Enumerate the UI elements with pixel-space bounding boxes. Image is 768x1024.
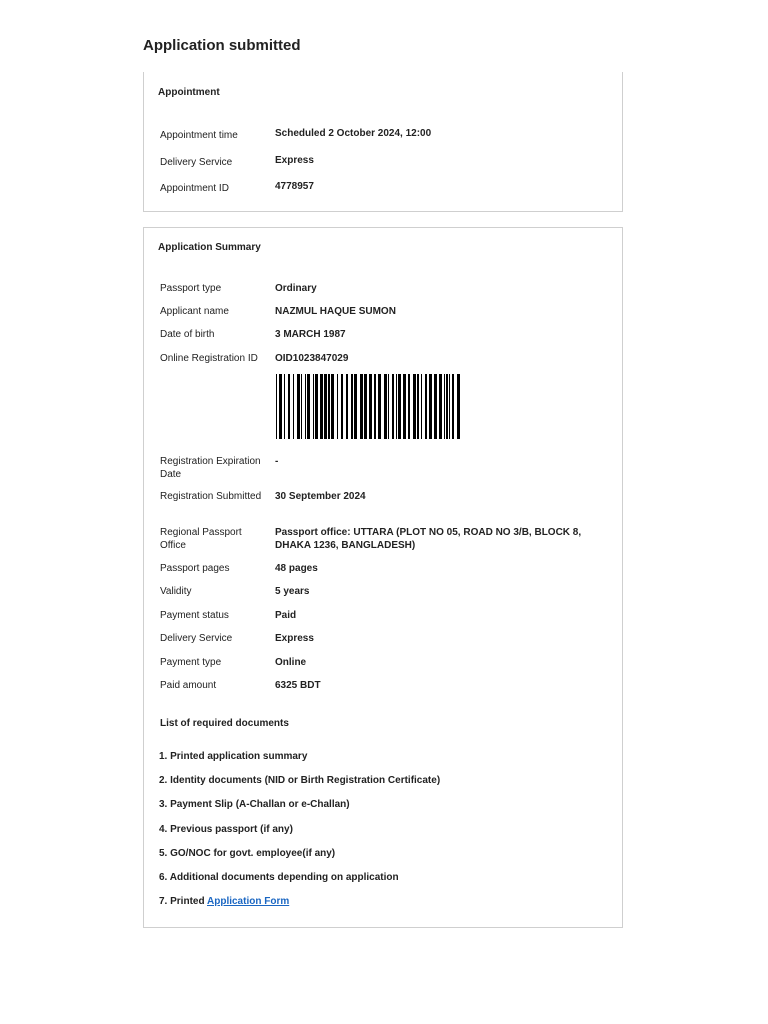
validity-value: 5 years [275, 586, 310, 597]
document-item-application-form [159, 895, 440, 919]
barcode-bar [293, 374, 294, 439]
barcode-bar [369, 374, 372, 439]
barcode-bar [354, 374, 357, 439]
payment-status-label: Payment status [160, 610, 229, 621]
barcode-bar [374, 374, 376, 439]
barcode-bar [331, 374, 334, 439]
passport-pages-label: Passport pages [160, 563, 230, 574]
barcode-bar [388, 374, 389, 439]
registration-expiration-label: Registration Expiration Date [160, 456, 261, 480]
document-item: 6. Additional documents depending on application [159, 871, 399, 883]
barcode-bar [328, 374, 330, 439]
application-form-link[interactable]: Application Form [207, 896, 290, 908]
barcode-bar [341, 374, 343, 439]
registration-submitted-label: Registration Submitted [160, 491, 262, 502]
barcode-bar [378, 374, 381, 439]
barcode-bar [315, 374, 318, 439]
barcode-bar [288, 374, 290, 439]
barcode-bar [279, 374, 282, 439]
barcode-bar [449, 374, 450, 439]
applicant-name-label: Applicant name [160, 306, 229, 317]
barcode-bar [392, 374, 394, 439]
appointment-delivery-value: Express [275, 155, 314, 166]
barcode-bar [364, 374, 367, 439]
delivery-service-value: Express [275, 633, 314, 644]
barcode-bar [408, 374, 410, 439]
summary-heading: Application Summary [158, 242, 261, 253]
payment-status-value: Paid [275, 610, 297, 621]
passport-type-label: Passport type [160, 283, 222, 294]
barcode-bar [324, 374, 327, 439]
registration-id-value: OID1023847029 [275, 353, 349, 364]
barcode-bar [307, 374, 310, 439]
validity-label: Validity [160, 586, 192, 597]
barcode-bar [417, 374, 419, 439]
barcode-bar [398, 374, 401, 439]
paid-amount-value: 6325 BDT [275, 680, 321, 691]
barcode-bar [452, 374, 454, 439]
barcode-bar [351, 374, 353, 439]
regional-passport-office-value: Passport office: UTTARA (PLOT NO 05, ROAD NO 3/B, BLOCK 8, DHAKA 1236, BANGLADESH) [275, 527, 582, 551]
barcode-bar [297, 374, 300, 439]
document-item: 1. Printed application summary [159, 751, 308, 762]
barcode-bar [396, 374, 397, 439]
paid-amount-label: Paid amount [160, 680, 217, 691]
date-of-birth-label: Date of birth [160, 329, 215, 340]
document-item: 4. Previous passport (if any) [159, 823, 293, 835]
barcode-bar [457, 374, 460, 439]
barcode-bar [360, 374, 363, 439]
document-item: 2. Identity documents (NID or Birth Registration Certificate) [159, 775, 441, 787]
barcode-bar [305, 374, 306, 439]
registration-id-label: Online Registration ID [160, 353, 258, 364]
barcode-bar [276, 374, 277, 439]
applicant-name-value: NAZMUL HAQUE SUMON [275, 306, 396, 317]
barcode-bar [301, 374, 302, 439]
regional-passport-office-label: Regional Passport Office [160, 527, 242, 551]
barcode-bar [429, 374, 432, 439]
barcode-bar [337, 374, 338, 439]
appointment-heading: Appointment [158, 87, 220, 98]
page-title: Application submitted [143, 37, 301, 54]
appointment-time-value: Scheduled 2 October 2024, 12:00 [275, 128, 432, 139]
registration-expiration-value: - [275, 456, 279, 467]
barcode-bar [444, 374, 445, 439]
barcode-bar [384, 374, 387, 439]
appointment-delivery-label: Delivery Service [160, 157, 233, 168]
barcode-bar [346, 374, 348, 439]
delivery-service-label: Delivery Service [160, 633, 233, 644]
appointment-id-label: Appointment ID [160, 183, 229, 194]
barcode-bar [320, 374, 323, 439]
barcode-bar [313, 374, 314, 439]
barcode-bar [434, 374, 437, 439]
payment-type-label: Payment type [160, 657, 222, 668]
barcode-bar [425, 374, 427, 439]
application-summary-panel [143, 227, 623, 928]
payment-type-value: Online [275, 657, 307, 668]
passport-pages-value: 48 pages [275, 563, 318, 574]
document-item-prefix: 7. Printed [159, 896, 205, 908]
passport-type-value: Ordinary [275, 283, 317, 294]
appointment-time-label: Appointment time [160, 130, 238, 141]
required-documents-list [159, 750, 440, 919]
required-documents-heading: List of required documents [160, 718, 289, 729]
date-of-birth-value: 3 MARCH 1987 [275, 329, 346, 340]
barcode-bar [446, 374, 448, 439]
barcode-bar [284, 374, 285, 439]
barcode-bar [403, 374, 406, 439]
document-item: 3. Payment Slip (A-Challan or e-Challan) [159, 799, 350, 811]
barcode-bar [413, 374, 416, 439]
barcode-bar [439, 374, 442, 439]
barcode-bar [421, 374, 422, 439]
document-item: 5. GO/NOC for govt. employee(if any) [159, 847, 336, 859]
appointment-panel [143, 72, 623, 212]
registration-submitted-value: 30 September 2024 [275, 491, 366, 502]
appointment-id-value: 4778957 [275, 181, 314, 192]
registration-barcode [276, 374, 460, 439]
